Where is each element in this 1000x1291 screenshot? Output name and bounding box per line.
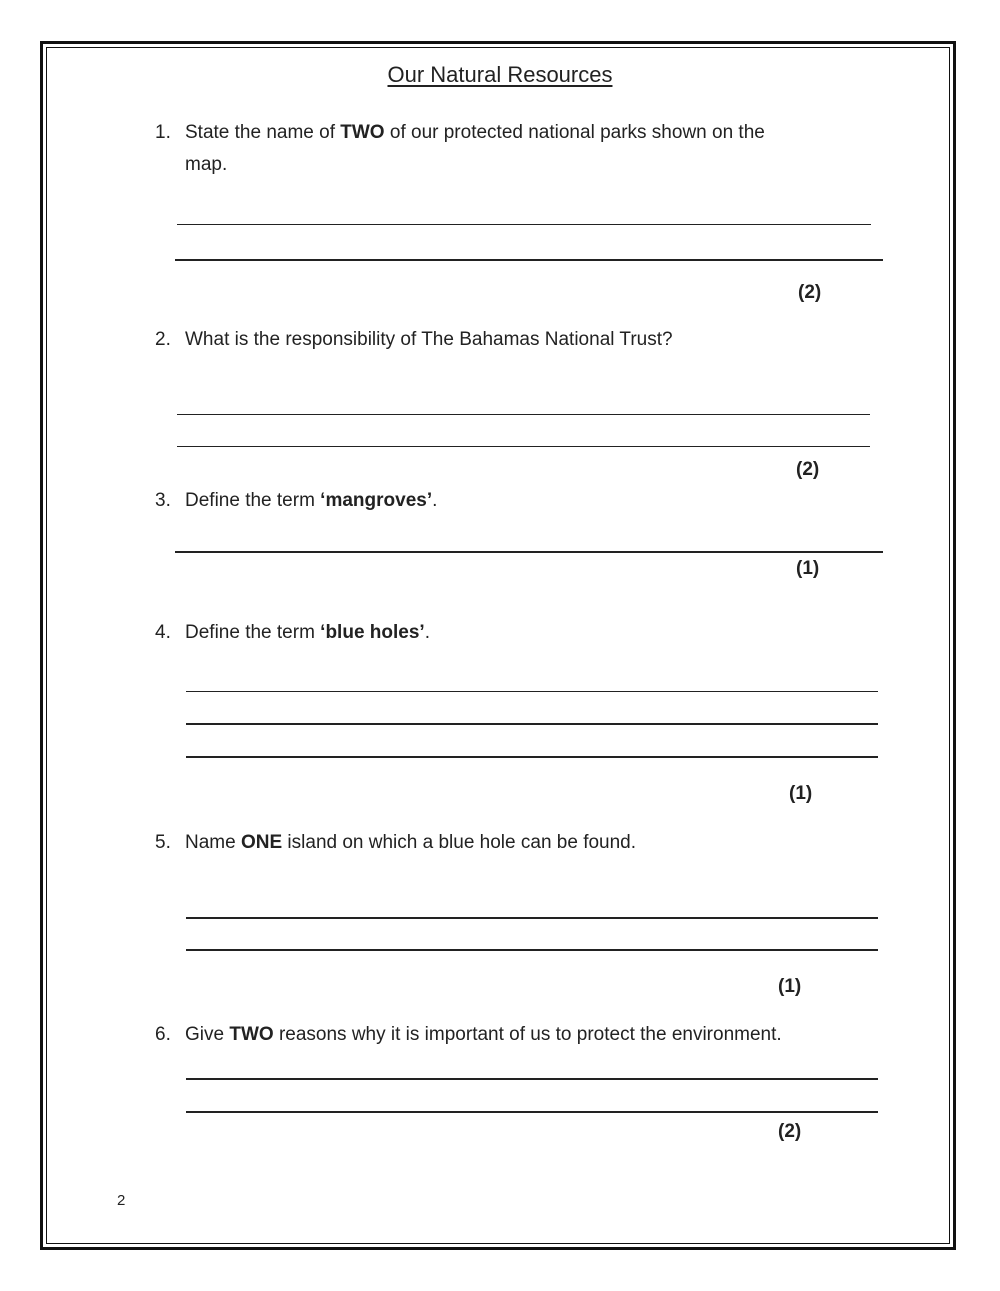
question-text: State the name of TWO of our protected national parks shown on the [185, 122, 765, 143]
question-text: Define the term ‘blue holes’. [185, 622, 430, 643]
answer-line[interactable] [175, 259, 883, 261]
question-text: Name ONE island on which a blue hole can be found. [185, 832, 637, 853]
question-5 [155, 827, 636, 859]
question-text: Give TWO reasons why it is important of us to protect the environment. [185, 1024, 782, 1045]
marks-label: (1) [796, 558, 820, 579]
question-number: 5. [155, 832, 171, 853]
question-number: 2. [155, 329, 171, 350]
answer-line[interactable] [175, 551, 883, 553]
answer-line[interactable] [186, 1078, 878, 1080]
page-number: 2 [117, 1192, 126, 1209]
question-number: 6. [155, 1024, 171, 1045]
question-4 [155, 617, 430, 649]
question-3 [155, 485, 437, 517]
marks-label: (2) [778, 1121, 802, 1142]
answer-line[interactable] [177, 224, 871, 225]
answer-line[interactable] [177, 446, 870, 447]
question-number: 4. [155, 622, 171, 643]
question-text: Define the term ‘mangroves’. [185, 490, 438, 511]
answer-line[interactable] [186, 756, 878, 758]
question-6 [155, 1019, 782, 1051]
answer-line[interactable] [186, 949, 878, 951]
marks-label: (2) [796, 459, 820, 480]
marks-label: (1) [778, 976, 802, 997]
question-number: 3. [155, 490, 171, 511]
question-1-continuation: map. [185, 154, 228, 175]
answer-line[interactable] [186, 691, 878, 692]
marks-label: (2) [798, 282, 822, 303]
marks-label: (1) [789, 783, 813, 804]
answer-line[interactable] [177, 414, 870, 415]
question-2 [155, 324, 673, 356]
question-text: What is the responsibility of The Bahamas National Trust? [185, 329, 673, 350]
question-1 [155, 117, 765, 149]
question-number: 1. [155, 122, 171, 143]
answer-line[interactable] [186, 723, 878, 725]
answer-line[interactable] [186, 917, 878, 919]
answer-line[interactable] [186, 1111, 878, 1113]
worksheet-title: Our Natural Resources [387, 62, 613, 87]
